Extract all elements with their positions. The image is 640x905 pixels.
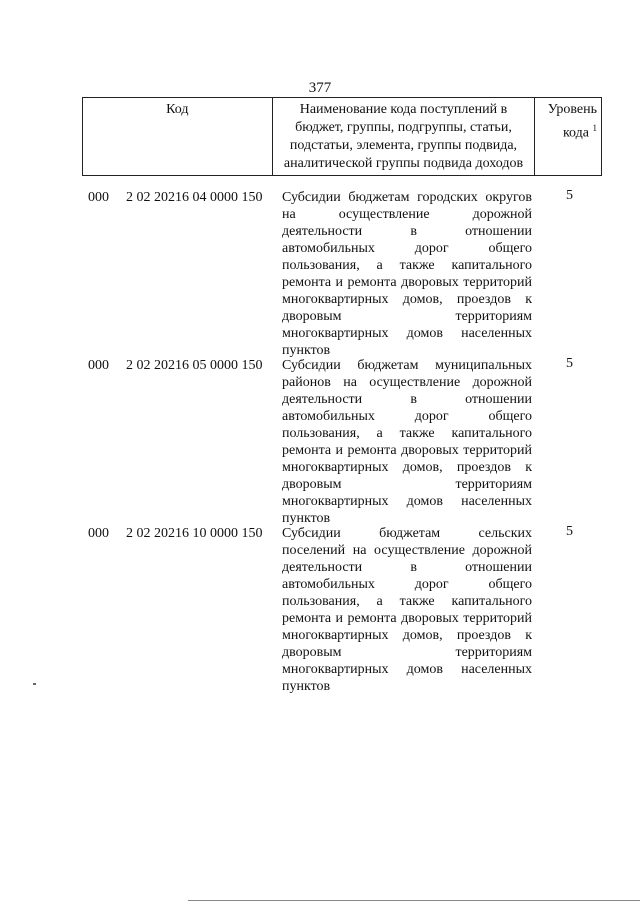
- header-name-column: [272, 98, 535, 176]
- income-description: [282, 189, 532, 359]
- description-line: дворовым территориям: [282, 477, 532, 492]
- description-line: пунктов: [282, 343, 331, 358]
- description-line: многоквартирных домов, проездов к: [282, 292, 532, 307]
- description-line: пунктов: [282, 679, 331, 694]
- description-line: на осуществление дорожной: [282, 207, 532, 222]
- admin-code: 000: [88, 358, 109, 373]
- header-code-column: Код: [83, 98, 273, 176]
- description-line: многоквартирных домов населенных: [282, 494, 532, 509]
- description-line: ремонта и ремонта дворовых территорий: [282, 275, 532, 290]
- scan-edge-line: [188, 900, 640, 901]
- description-line: дворовым территориям: [282, 309, 532, 324]
- description-line: пользования, а также капитального: [282, 258, 532, 273]
- description-line: пользования, а также капитального: [282, 594, 532, 609]
- footnote-marker: 1: [592, 123, 597, 133]
- header-level-line: кода $^1$: [562, 123, 597, 141]
- header-level-line: Уровень: [547, 102, 597, 117]
- description-line: деятельности в отношении: [282, 560, 532, 575]
- description-line: поселений на осуществление дорожной: [282, 543, 532, 558]
- header-level-column: [535, 98, 602, 176]
- description-line: Субсидии бюджетам городских округов: [282, 190, 532, 205]
- description-line: многоквартирных домов, проездов к: [282, 460, 532, 475]
- income-code: 2 02 20216 05 0000 150: [126, 358, 263, 373]
- description-line: Субсидии бюджетам сельских: [282, 526, 532, 541]
- header-name-line: подстатьи, элемента, группы подвида,: [289, 138, 518, 153]
- description-line: автомобильных дорог общего: [282, 409, 532, 424]
- description-line: многоквартирных домов населенных: [282, 662, 532, 677]
- description-line: автомобильных дорог общего: [282, 241, 532, 256]
- description-line: районов на осуществление дорожной: [282, 375, 532, 390]
- income-description: [282, 357, 532, 527]
- header-name-line: Наименование кода поступлений в: [299, 102, 508, 117]
- income-code: 2 02 20216 04 0000 150: [126, 190, 263, 205]
- description-line: многоквартирных домов населенных: [282, 326, 532, 341]
- level-code: 5: [566, 356, 573, 371]
- header-name-line: бюджет, группы, подгруппы, статьи,: [295, 120, 512, 135]
- scan-artifact: [33, 683, 36, 685]
- admin-code: 000: [88, 526, 109, 541]
- description-line: дворовым территориям: [282, 645, 532, 660]
- description-line: деятельности в отношении: [282, 224, 532, 239]
- description-line: ремонта и ремонта дворовых территорий: [282, 611, 532, 626]
- description-line: пользования, а также капитального: [282, 426, 532, 441]
- description-line: Субсидии бюджетам муниципальных: [282, 358, 532, 373]
- description-line: автомобильных дорог общего: [282, 577, 532, 592]
- description-line: многоквартирных домов, проездов к: [282, 628, 532, 643]
- level-code: 5: [566, 188, 573, 203]
- admin-code: 000: [88, 190, 109, 205]
- header-name-line: аналитической группы подвида доходов: [283, 156, 524, 171]
- income-description: [282, 525, 532, 695]
- income-code: 2 02 20216 10 0000 150: [126, 526, 263, 541]
- description-line: деятельности в отношении: [282, 392, 532, 407]
- level-code: 5: [566, 524, 573, 539]
- table-header: [82, 97, 602, 176]
- description-line: пунктов: [282, 511, 331, 526]
- description-line: ремонта и ремонта дворовых территорий: [282, 443, 532, 458]
- page-number: 377: [308, 80, 332, 96]
